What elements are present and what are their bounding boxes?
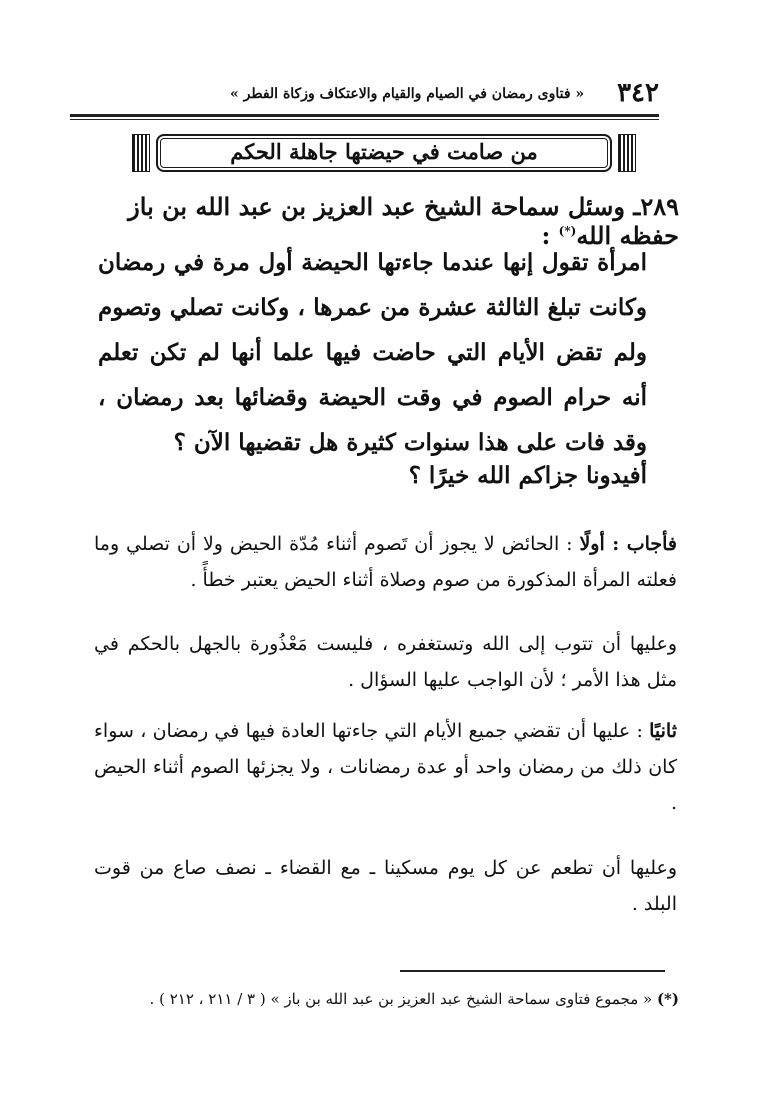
footnote-text: « مجموع فتاوى سماحة الشيخ عبد العزيز بن عبد الله بن باز » ( ٣ / ٢١١ ، ٢١٢ ) . (149, 990, 653, 1008)
chapter-title-banner (132, 134, 636, 172)
question-text: امرأة تقول إنها عندما جاءتها الحيضة أول مرة في رمضان وكانت تبلغ الثالثة عشرة من عمرها ، وكانت تصلي وتصوم ولم تقض الأيام التي حاضت فيها علما أنها لم تكن تعلم أنه حرام الصوم في وقت الحيضة وقضائها بعد رمضان ، وقد فات على هذا سنوات كثيرة هل تقضيها الآن ؟ (98, 249, 647, 456)
header-divider (70, 114, 659, 117)
answer-paragraph-3-text: : عليها أن تقضي جميع الأيام التي جاءتها العادة فيها في رمضان ، سواء كان ذلك من رمضان واحد أو عدة رمضانات ، ولا يجزئها الصوم أثناء الحيض . (94, 720, 677, 814)
chapter-title: من صامت في حيضتها جاهلة الحكم (230, 139, 538, 164)
question-heading-text: ـ وسئل سماحة الشيخ عبد العزيز بن عبد الله بن باز حفظه الله (128, 192, 679, 250)
running-title: « فتاوى رمضان في الصيام والقيام والاعتكاف وزكاة الفطر » (230, 86, 585, 102)
answer-paragraph-4: وعليها أن تطعم عن كل يوم مسكينا ـ مع القضاء ـ نصف صاع من قوت البلد . (94, 857, 677, 915)
footnote (94, 986, 679, 1012)
question-closing: أفيدونا جزاكم الله خيرًا ؟ (408, 462, 647, 489)
footnote-marker: (*) (656, 990, 679, 1008)
running-header (70, 78, 659, 112)
page-number: ٣٤٢ (617, 78, 659, 108)
answer-second-label: ثانيًا (649, 720, 677, 742)
header-divider-thin (70, 119, 659, 120)
answer-paragraph-3 (94, 713, 677, 821)
answer-paragraph-2: وعليها أن تتوب إلى الله وتستغفره ، فليست مَعْذُورة بالجهل بالحكم في مثل هذا الأمر ؛ لأن الواجب عليها السؤال . (94, 633, 677, 691)
footnote-divider (400, 970, 665, 972)
question-number: ٢٨٩ (640, 192, 679, 221)
answer-paragraph-1 (94, 526, 677, 598)
question-heading-end: : (541, 221, 559, 250)
answer-intro-label: فأجاب : أولًا (579, 533, 677, 555)
footnote-reference[interactable]: (*) (558, 224, 577, 238)
answer-paragraph-1-text: : الحائض لا يجوز أن تَصوم أثناء مُدّة الحيض ولا أن تصلي وما فعلته المرأة المذكورة من صوم وصلاة أثناء الحيض يعتبر خطأً . (94, 533, 677, 591)
